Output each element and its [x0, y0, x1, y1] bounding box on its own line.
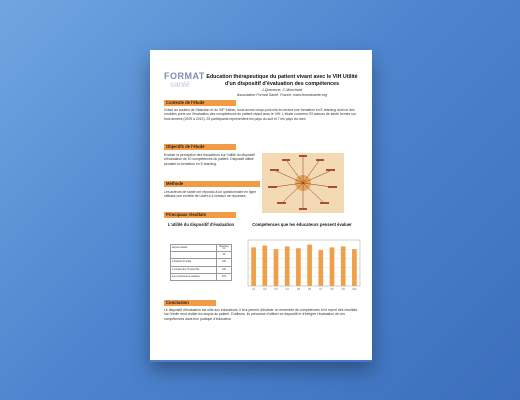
- chart-bar-C9: [341, 246, 346, 286]
- table-cell-label: Acquis évalués: [171, 245, 217, 252]
- chart-bar-C3: [274, 249, 279, 286]
- poster-document: [150, 50, 372, 360]
- chart-tick-label: C6: [308, 288, 312, 291]
- format-sante-logo: [164, 72, 204, 94]
- chart-bar-C1: [251, 247, 256, 286]
- poster-title: Education thérapeutique du patient vivant avec le VIH Utilité d'un dispositif d'évaluation des compétences: [206, 74, 358, 87]
- table-cell-label: aux compétences évaluées: [171, 273, 217, 280]
- results-table-title: L'utilité du dispositif d'évaluation: [167, 222, 235, 227]
- table-cell-value: 100: [217, 266, 232, 273]
- star-spokes: [274, 157, 332, 209]
- logo-word: FORMAT: [164, 71, 205, 81]
- table-row: [171, 245, 232, 252]
- competence-star-diagram: [262, 153, 344, 213]
- section-objectives-heading: Objectifs de l'étude: [164, 144, 236, 150]
- chart-bar-C2: [262, 246, 267, 286]
- results-table: [170, 244, 232, 281]
- table-cell-value: Réponse (n): [217, 245, 232, 252]
- section-context-heading: Contexte de l'étude: [164, 100, 236, 106]
- table-cell-label: [171, 252, 217, 259]
- authors-affiliation: Association Format Santé, France, www.formatsante.org: [236, 92, 328, 97]
- table-cell-label: à comprendre (% total 3%): [171, 266, 217, 273]
- chart-tick-label: C4: [285, 288, 289, 291]
- chart-tick-label: C9: [341, 288, 345, 291]
- table-cell-value: 17%: [217, 273, 232, 280]
- chart-tick-label: C2: [263, 288, 267, 291]
- chart-tick-label: C3: [274, 288, 278, 291]
- authors-names: J.Quentone, C.Monchard: [261, 88, 303, 92]
- section-results-heading: Principaux résultats: [164, 212, 236, 218]
- chart-title: Compétences que les éducateurs pensent évaluer: [252, 222, 352, 227]
- section-conclusion-text: Le dispositif d'évaluation est utile aux éducateurs, il leur permet d'évaluer un ensemble de compétences et le report des résultats sur l'étoile rend visible les acquis du patient. D'ailleurs, ils préconise d'utiliser ce dispositif et d'intégrer l'évaluation de ces compétences dans leur pratique d'éducateur.: [164, 308, 358, 321]
- chart-bar-C7: [318, 250, 323, 286]
- chart-bar-C6: [307, 245, 312, 286]
- chart-bar-C4: [285, 246, 290, 286]
- chart-tick-label: C5: [296, 288, 300, 291]
- chart-bar-C5: [296, 248, 301, 286]
- poster-authors: [202, 88, 362, 98]
- competences-bar-chart: [238, 236, 364, 292]
- chart-bar-C8: [330, 247, 335, 286]
- section-context-text: Grâce au soutien de Sidaction et du GIP Esther, nous avons conçu puis mis en œuvre une formation en E-learning dont un des modules porte sur l'évaluation des compétences du patient vivant avec le VIH. L'étude concerne 93 acteurs de santé formés sur trois années (2009 à 2012). 25 participants représentent les pays du sud et 7 les pays du nord.: [164, 108, 356, 121]
- chart-tick-label: C1: [252, 288, 256, 291]
- table-cell-label: à disposé (% total): [171, 259, 217, 266]
- section-method-heading: Méthode: [164, 181, 260, 187]
- chart-tick-label: C10: [352, 288, 357, 291]
- chart-tick-label: C7: [319, 288, 323, 291]
- table-row: [171, 259, 232, 266]
- table-row: [171, 266, 232, 273]
- table-row: [171, 252, 232, 259]
- star-diagram-graphic: [262, 153, 344, 213]
- section-objectives-text: Evaluer la perception des éducateurs sur l'utilité du dispositif d'évaluation de 10 compétences du patient. Dispositif utilisé pendant la formation en E-learning.: [164, 153, 255, 166]
- chart-tick-label: C8: [330, 288, 334, 291]
- table-cell-value: 26: [217, 252, 232, 259]
- table-cell-value: 100: [217, 259, 232, 266]
- logo-sub: santé: [170, 80, 190, 89]
- section-method-text: Les acteurs de santé ont répondu à un questionnaire en ligne utilisant une échelle de Likert à 4 niveaux de réponses.: [164, 190, 257, 199]
- chart-bar-C10: [352, 249, 357, 286]
- table-row: [171, 273, 232, 280]
- section-conclusion-heading: Conclusion: [164, 300, 216, 306]
